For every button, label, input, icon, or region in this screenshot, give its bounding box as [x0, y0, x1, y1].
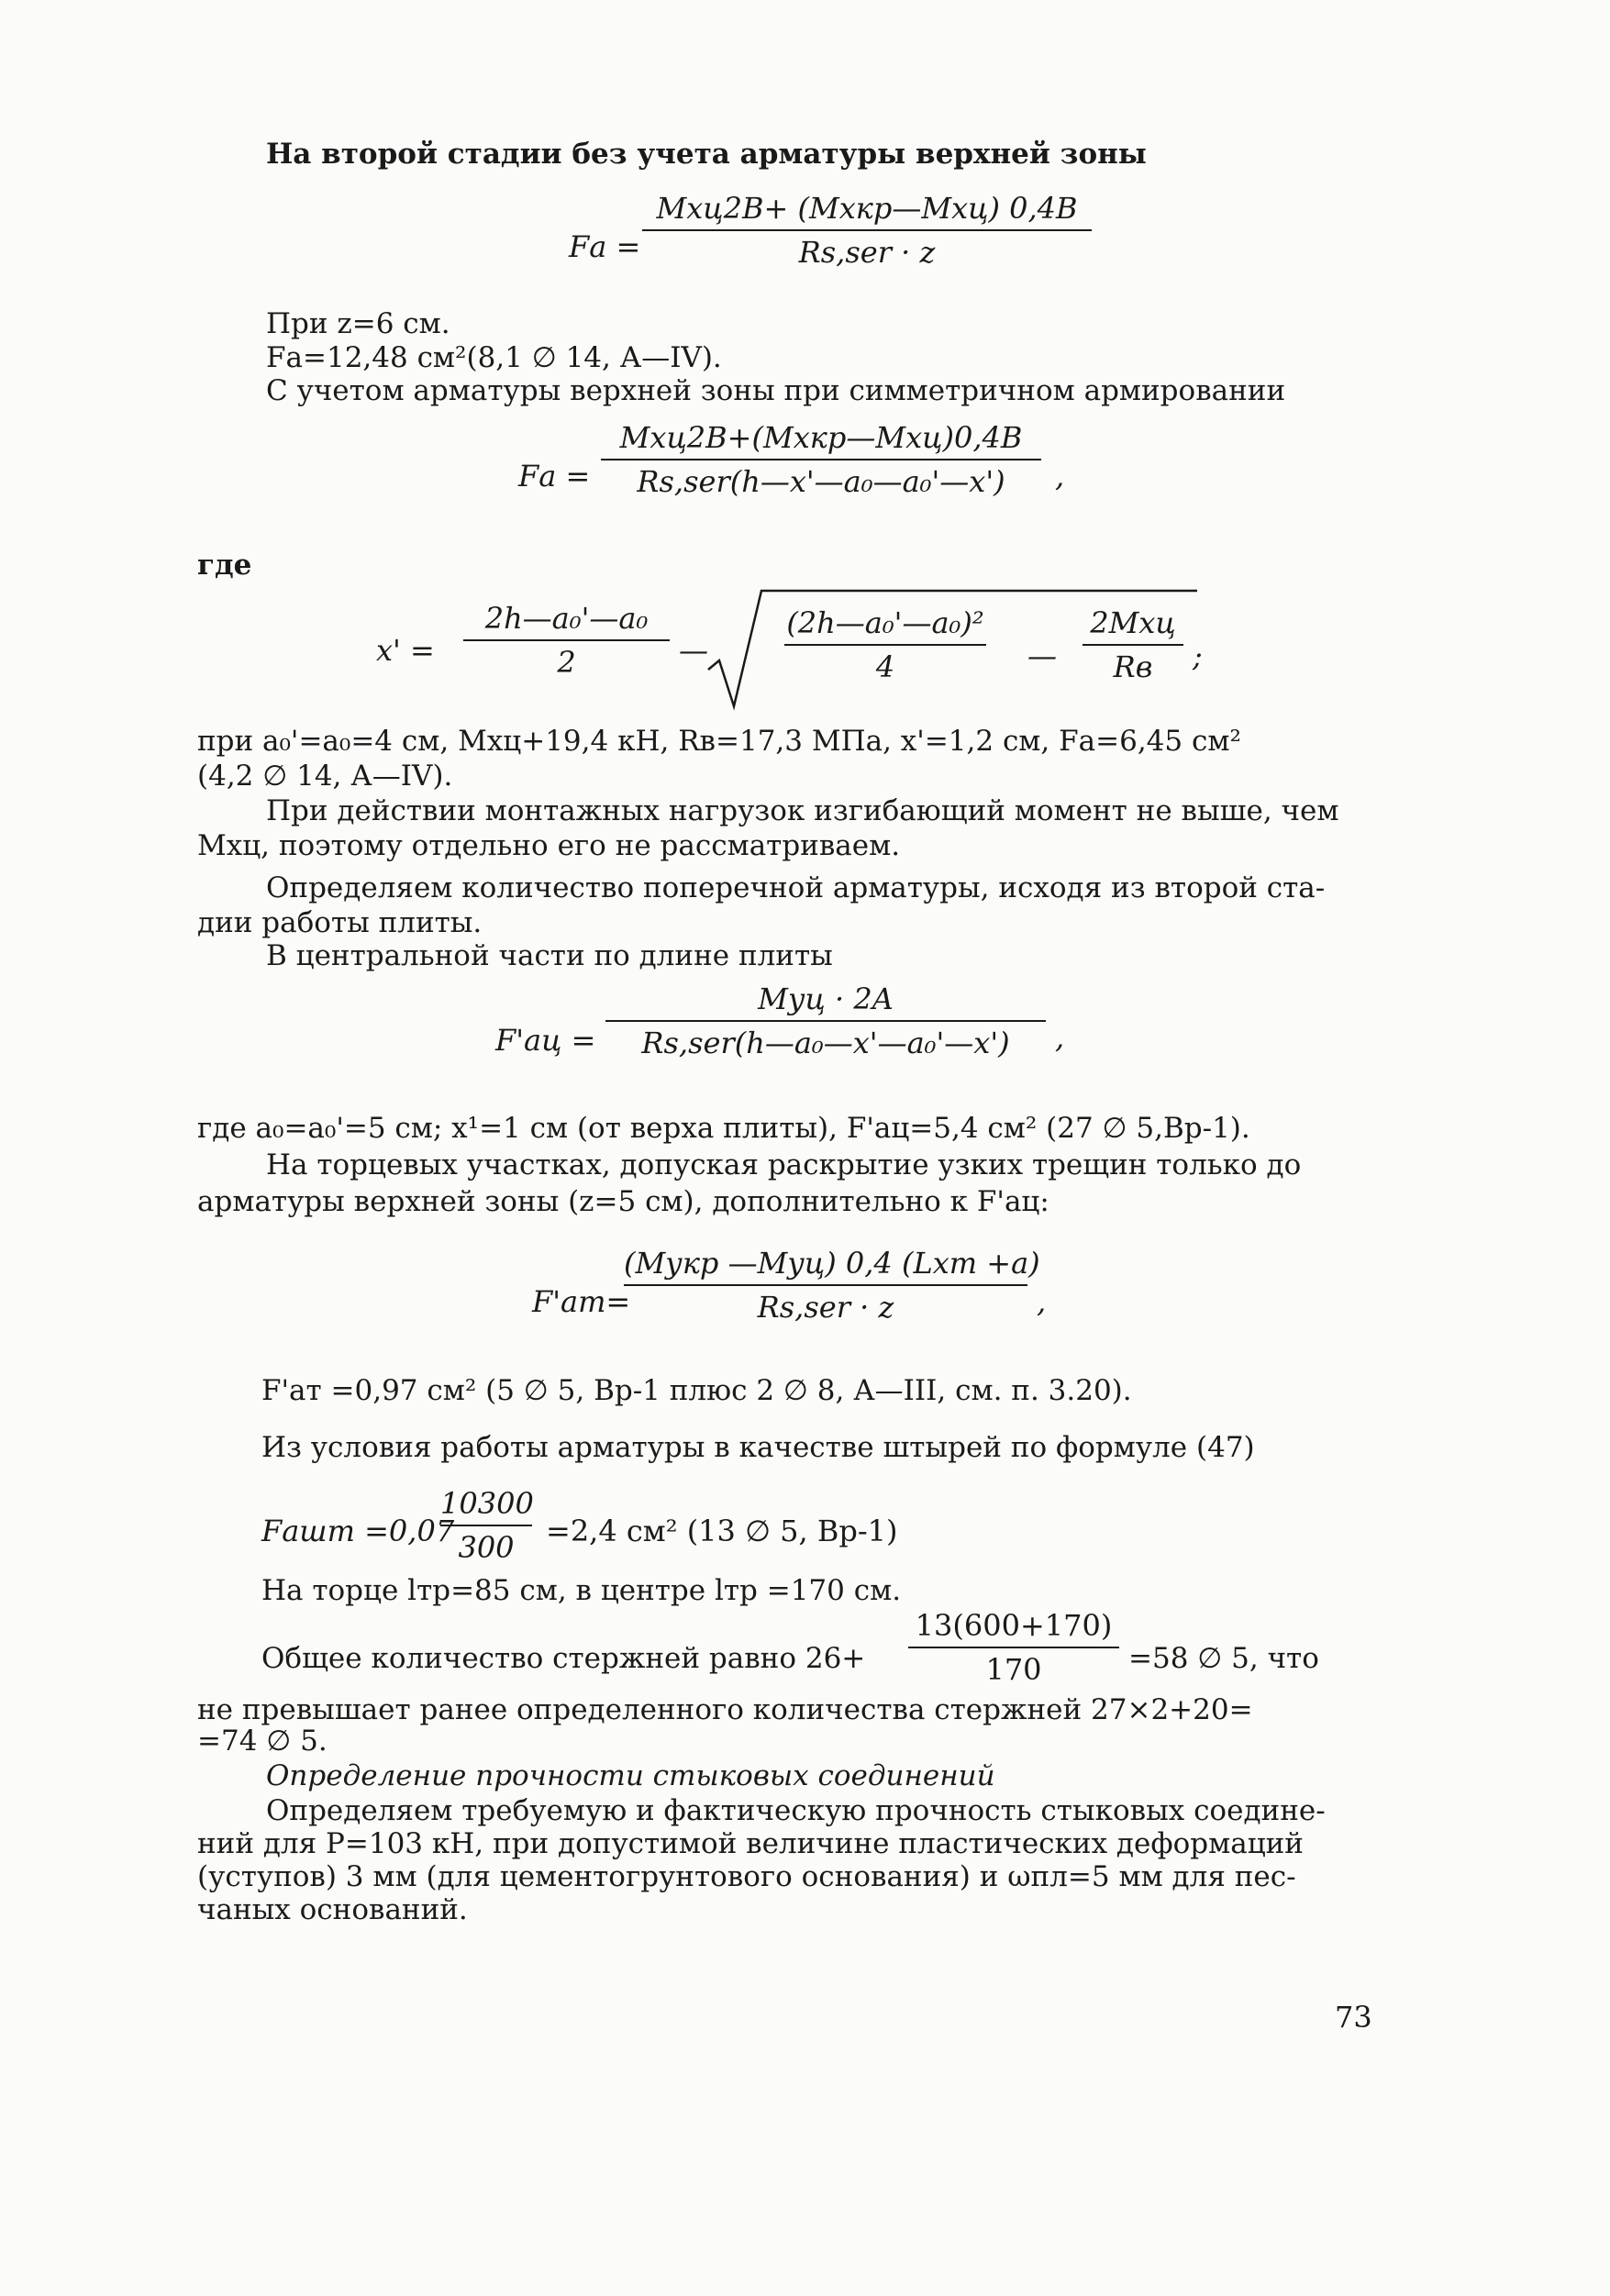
text-line: Из условия работы арматуры в качестве штырей по формуле (47) [261, 1431, 1255, 1464]
formula-fraction [908, 1608, 1119, 1687]
formula-numerator: (2h—a₀'—a₀)² [786, 605, 984, 640]
text-line: где a₀=a₀'=5 см; x¹=1 см (от верха плиты), F'ац=5,4 см² (27 ∅ 5,Вр-1). [197, 1112, 1250, 1145]
text-line: Определяем количество поперечной арматуры, исходя из второй ста- [266, 871, 1326, 904]
text-line: при a₀'=a₀=4 см, Mхц+19,4 кН, Rв=17,3 МПа, x'=1,2 см, Fа=6,45 см² [197, 725, 1241, 758]
formula-operator: — [679, 633, 708, 668]
formula-operator: — [1027, 638, 1057, 673]
formula-lhs: Fа = [569, 229, 641, 264]
formula-numerator: Mхц2B+ (Mхкр—Mхц) 0,4B [656, 191, 1078, 226]
formula-lhs: Fашт =0,07 [261, 1514, 455, 1548]
text-line: (4,2 ∅ 14, А—IV). [197, 760, 453, 793]
text-line: На второй стадии без учета арматуры верхней зоны [266, 138, 1147, 171]
formula-fraction [605, 982, 1046, 1060]
formula-denominator: 170 [985, 1652, 1042, 1687]
text-line: где [197, 549, 252, 582]
formula-numerator: 13(600+170) [915, 1608, 1113, 1643]
formula-numerator: 2h—a₀'—a₀ [484, 601, 649, 636]
formula-fraction [784, 605, 986, 684]
text-line: =74 ∅ 5. [197, 1725, 328, 1758]
text-line: Определяем требуемую и фактическую прочность стыковых соедине- [266, 1794, 1326, 1827]
text-line: ний для P=103 кН, при допустимой величине пластических деформаций [197, 1827, 1304, 1860]
formula-lhs: x' = [376, 633, 435, 668]
formula-fraction [440, 1486, 532, 1565]
page-number: 73 [1335, 2000, 1372, 2035]
text-line: F'ат =0,97 см² (5 ∅ 5, Вр-1 плюс 2 ∅ 8, А—III, см. п. 3.20). [261, 1374, 1132, 1407]
formula-denominator: Rs,ser(h—a₀—x'—a₀'—x') [641, 1026, 1010, 1060]
formula-denominator: 300 [458, 1530, 515, 1565]
text-line: чаных оснований. [197, 1893, 468, 1926]
text-line: арматуры верхней зоны (z=5 см), дополнительно к F'ац: [197, 1185, 1049, 1218]
text-line: В центральной части по длине плиты [266, 939, 833, 972]
formula-lhs: F'ат= [532, 1284, 631, 1319]
formula-numerator: Mуц · 2A [758, 982, 894, 1016]
formula-fraction [1083, 605, 1183, 684]
section-heading: Определение прочности стыковых соединений [266, 1759, 995, 1792]
formula-tail: , [1055, 459, 1065, 494]
formula-fraction [601, 420, 1041, 499]
formula-fraction [463, 601, 670, 680]
text-line [266, 374, 1285, 407]
text-line: Fа=12,48 см²(8,1 ∅ 14, А—IV). [266, 341, 722, 374]
formula-denominator: Rs,ser · z [798, 235, 936, 270]
formula-denominator: Rs,ser · z [757, 1290, 894, 1325]
formula-numerator: 2Mхц [1090, 605, 1176, 640]
formula-fraction [624, 1246, 1040, 1325]
formula-denominator: 4 [875, 649, 895, 684]
text-line: дии работы плиты. [197, 906, 483, 939]
formula-denominator: Rв [1113, 649, 1153, 684]
formula-tail: , [1055, 1020, 1065, 1055]
text-line: При z=6 см. [266, 307, 450, 340]
text-line: Mхц, поэтому отдельно его не рассматриваем. [197, 829, 901, 862]
text-line: При действии монтажных нагрузок изгибающий момент не выше, чем [266, 794, 1339, 827]
text-line: На торце lтр=85 см, в центре lтр =170 см. [261, 1574, 902, 1607]
formula-denominator: 2 [557, 645, 576, 680]
formula-tail: =2,4 см² (13 ∅ 5, Вр-1) [546, 1514, 898, 1548]
formula-numerator: 10300 [440, 1486, 534, 1521]
formula-numerator: (Mукр —Mуц) 0,4 (Lхт +a) [624, 1246, 1040, 1281]
formula-tail: , [1037, 1284, 1047, 1319]
text-line: не превышает ранее определенного количества стержней 27×2+20= [197, 1693, 1253, 1726]
formula-tail: ; [1193, 638, 1203, 673]
formula-denominator: Rs,ser(h—x'—a₀—a₀'—x') [637, 464, 1005, 499]
text-line: На торцевых участках, допуская раскрытие узких трещин только до [266, 1148, 1302, 1181]
text-line: Общее количество стержней равно 26+ [261, 1642, 866, 1675]
text-line: (уступов) 3 мм (для цементогрунтового основания) и ωпл=5 мм для пес- [197, 1860, 1296, 1893]
formula-numerator: Mхц2B+(Mхкр—Mхц)0,4B [619, 420, 1023, 455]
formula-lhs: F'ац = [495, 1023, 596, 1058]
formula-fraction [642, 191, 1092, 270]
text-segment: С учетом арматуры верхней зоны при симметричном армировании [266, 374, 1286, 407]
formula-lhs: Fа = [518, 459, 591, 494]
text-line: =58 ∅ 5, что [1128, 1642, 1319, 1675]
